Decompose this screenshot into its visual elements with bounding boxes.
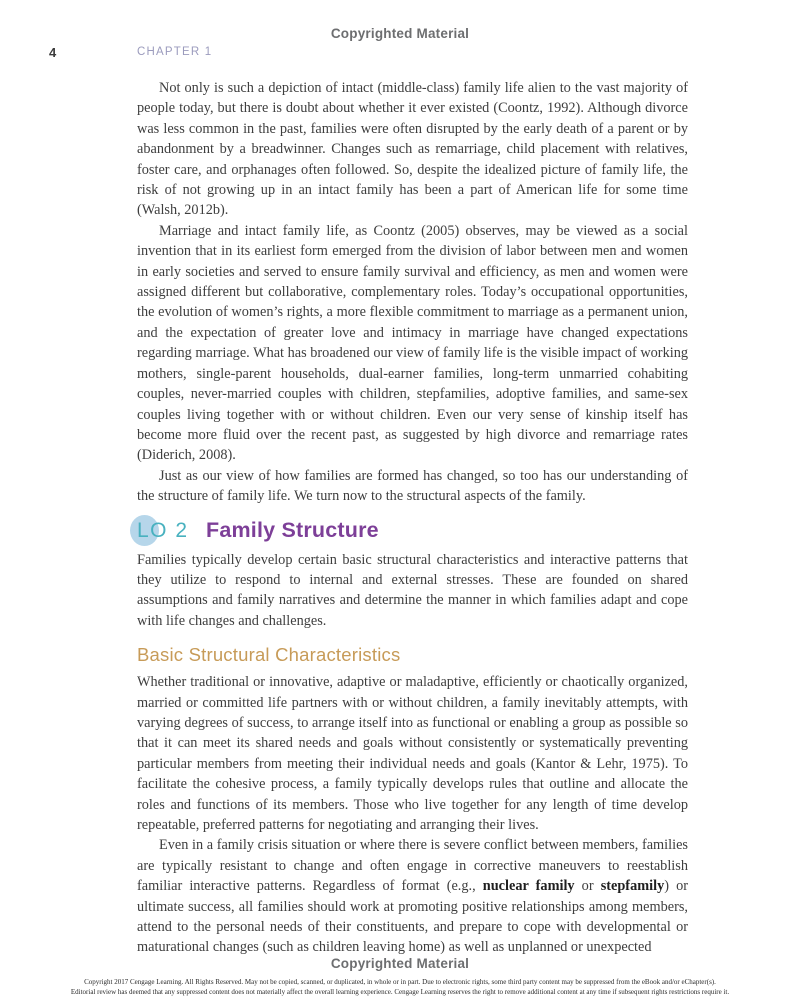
section-title: Family Structure xyxy=(205,517,379,542)
lo-number-label: LO 2 xyxy=(137,518,189,542)
paragraph: Even in a family crisis situation or where there is severe conflict between members, families are typically resistant to change and often engage in corrective maneuvers to reestablish familiar interactive patterns. Regardless of format (e.g., nuclear family or stepfamily) or ultimate success, all families should work at promoting positive relationships among members, attend to the personal needs of their constituents, and prepare to cope with developmental or maturational changes (such as children leaving home) as well as unplanned or unexpected xyxy=(137,837,688,956)
copyright-fine-print xyxy=(0,977,800,997)
paragraph: Whether traditional or innovative, adaptive or maladaptive, efficiently or chaotically organized, married or committed life partners with or without children, a family inevitably attempts, with varying degrees of success, to arrange itself into as functional or enabling a group as possible so that it can meet its shared needs and goals without consistently or systematically preventing particular members from meeting their individual needs and goals (Kantor & Lehr, 1975). To facilitate the cohesive process, a family typically develops rules that outline and allocate the roles and functions of its members. Those who live together for any length of time develop repeatable, preferred patterns for negotiating and arranging their lives. xyxy=(137,674,688,833)
body-text-column xyxy=(137,78,688,958)
paragraph: Marriage and intact family life, as Coontz (2005) observes, may be viewed as a social invention that in its earliest form emerged from the division of labor between men and women in early societies and served to ensure family survival and efficiency, as men and women were assigned different but collaborative, complementary roles. Today’s occupational opportunities, the evolution of women’s rights, a more flexible commitment to marriage as a permanent union, and the expectation of greater love and intimacy in marriage have changed expectations regarding marriage. What has broadened our view of family life is the visible impact of working mothers, single-parent households, dual-earner families, long-term unmarried cohabiting couples, never-married couples with children, stepfamilies, adoptive families, and same-sex couples living together with or without children. Even our very sense of kinship itself has become more fluid over the recent past, as suggested by high divorce and remarriage rates (Diderich, 2008). xyxy=(137,222,688,464)
paragraph: Just as our view of how families are formed has changed, so too has our understanding of the structure of family life. We turn now to the structural aspects of the family. xyxy=(137,467,688,505)
paragraph: Not only is such a depiction of intact (middle-class) family life alien to the vast majority of people today, but there is doubt about whether it ever existed (Coontz, 1992). Although divorce was less common in the past, families were often disrupted by the early death of a parent or by abandonment by a breadwinner. Changes such as remarriage, child placement with relatives, foster care, and orphanages often followed. So, despite the idealized picture of family life, the risk of not growing up in an intact family has been a part of American life for some time (Walsh, 2012b). xyxy=(137,80,688,219)
fine-print-line: Editorial review has deemed that any suppressed content does not materially affect the overall learning experience. Cengage Learning reserves the right to remove additional content at any time if subsequent rights restrictions require it. xyxy=(70,988,730,996)
bottom-copyright-banner: Copyrighted Material xyxy=(330,956,470,971)
top-copyright-banner: Copyrighted Material xyxy=(330,26,470,41)
fine-print-line: Copyright 2017 Cengage Learning. All Rights Reserved. May not be copied, scanned, or duplicated, in whole or in part. Due to electronic rights, some third party content may be suppressed from the eBook and/or eChapter(s). xyxy=(84,978,716,986)
chapter-label: CHAPTER 1 xyxy=(137,46,213,58)
subsection-title: Basic Structural Characteristics xyxy=(137,644,401,666)
page-number: 4 xyxy=(49,45,57,60)
lo-section-heading xyxy=(137,518,688,543)
paragraph: Families typically develop certain basic structural characteristics and interactive patterns that they utilize to respond to internal and external stresses. These are founded on shared assumptions and family narratives and determine the manner in which families adapt and cope with life changes and challenges. xyxy=(137,551,688,629)
